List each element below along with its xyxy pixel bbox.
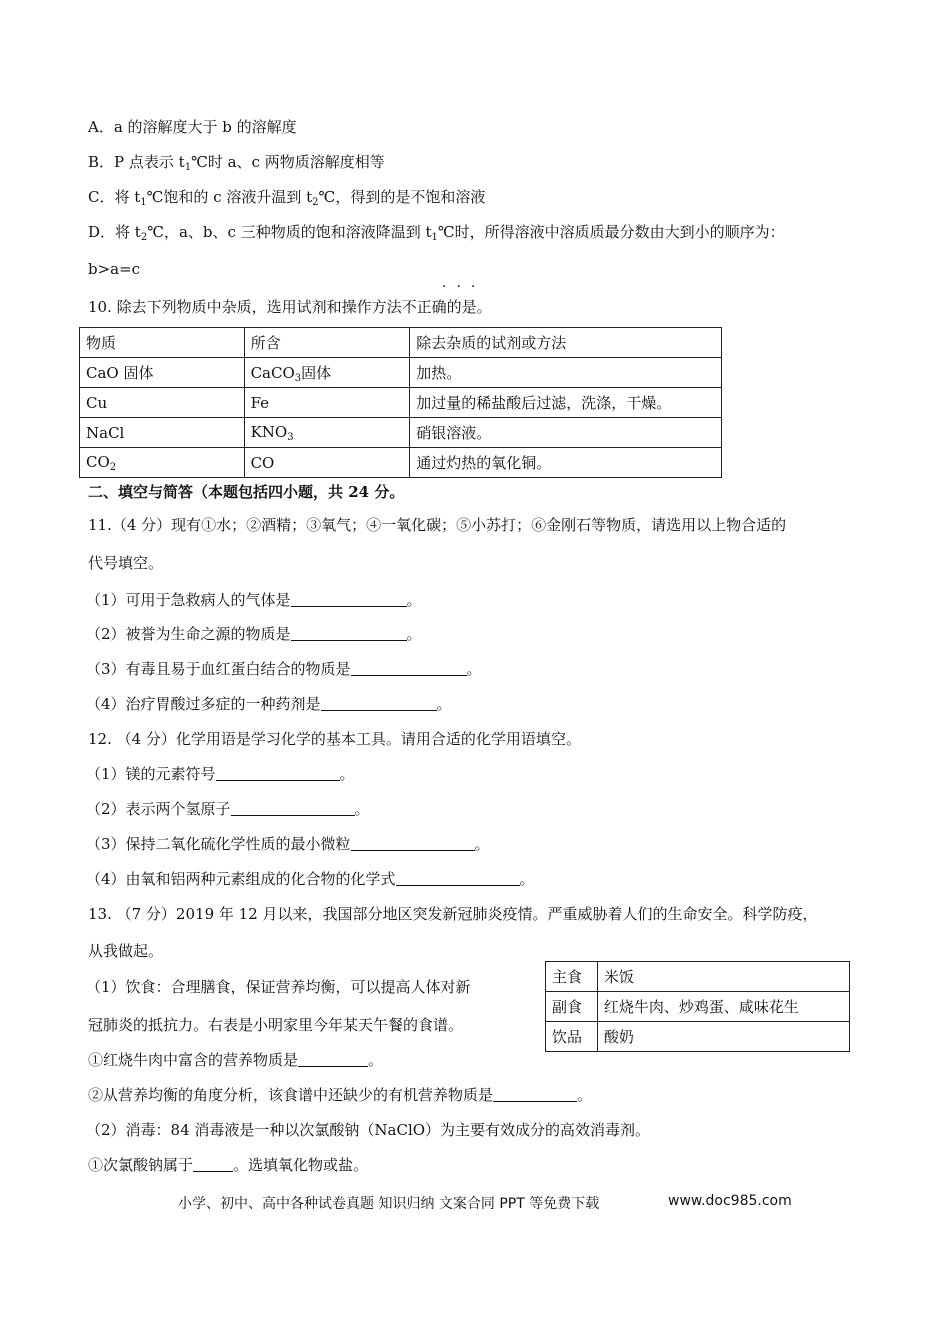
header-cell: 除去杂质的试剂或方法 [410, 328, 722, 358]
answer-blank[interactable] [231, 800, 355, 816]
answer-blank[interactable] [396, 870, 520, 886]
option-b: B．P 点表示 $t_1℃$时 a、c 两物质溶解度相等 [88, 153, 385, 173]
q12-item-1: （1）镁的元素符号 。 [86, 765, 355, 783]
table-row [80, 388, 722, 418]
q13-para-1: （1）饮食：合理膳食，保证营养均衡，可以提高人体对新 [86, 978, 471, 996]
impurity-cell: $KNO_3$ [244, 418, 410, 448]
option-d: D．将 $t_2℃$，a、b、c 三种物质的饱和溶液降温到 $t_1℃$时，所得溶液中溶质质最分数由大到小的顺序为： [88, 223, 785, 243]
answer-blank[interactable] [193, 1156, 233, 1172]
method-cell: 加热。 [410, 358, 722, 388]
q13-sub-1: ①红烧牛肉中富含的营养物质是 。 [88, 1051, 384, 1069]
q13-sub-3: ①次氯酸钠属于 。选填氧化物或盐。 [88, 1156, 369, 1174]
q13-stem-cont: 从我做起。 [88, 942, 164, 960]
menu-value: 酸奶 [597, 1022, 849, 1052]
footer-url[interactable]: www.doc985.com [668, 1193, 792, 1209]
answer-blank[interactable] [291, 625, 407, 641]
q11-item-3: （3）有毒且易于血红蛋白结合的物质是 。 [86, 660, 482, 678]
q13-stem: 13. （7 分）2019 年 12 月以来，我国部分地区突发新冠肺炎疫情。严重威胁着人们的生命安全。科学防疫， [88, 905, 818, 923]
impurity-table [79, 327, 722, 478]
footer-text: 小学、初中、高中各种试卷真题 知识归纳 文案合同 PPT 等免费下载 [178, 1196, 600, 1212]
q13-para-1-cont: 冠肺炎的抵抗力。右表是小明家里今年某天午餐的食谱。 [88, 1016, 464, 1034]
answer-blank[interactable] [351, 835, 475, 851]
answer-blank[interactable] [216, 765, 340, 781]
menu-table [545, 961, 850, 1052]
menu-value: 米饭 [597, 962, 849, 992]
q13-sub-2: ②从营养均衡的角度分析，该食谱中还缺少的有机营养物质是 。 [88, 1086, 593, 1104]
q11-item-2: （2）被誉为生命之源的物质是 。 [86, 625, 422, 643]
answer-blank[interactable] [493, 1086, 577, 1102]
q10-question: 10. 除去下列物质中杂质，选用试剂和操作方法不正确的是。 [88, 298, 492, 316]
substance-cell: CaO 固体 [80, 358, 245, 388]
q11-stem-cont: 代号填空。 [88, 554, 164, 572]
substance-cell: Cu [80, 388, 245, 418]
substance-cell: NaCl [80, 418, 245, 448]
method-cell: 通过灼热的氧化铜。 [410, 448, 722, 478]
emphasis-dots: ··· [442, 279, 486, 295]
header-cell: 所含 [244, 328, 410, 358]
q11-item-4: （4）治疗胃酸过多症的一种药剂是 。 [86, 695, 452, 713]
table-row [546, 962, 850, 992]
impurity-cell: Fe [244, 388, 410, 418]
menu-value: 红烧牛肉、炒鸡蛋、咸味花生 [597, 992, 849, 1022]
table-row [546, 992, 850, 1022]
q12-stem: 12. （4 分）化学用语是学习化学的基本工具。请用合适的化学用语填空。 [88, 730, 581, 748]
method-cell: 加过量的稀盐酸后过滤，洗涤，干燥。 [410, 388, 722, 418]
option-d-continued: b>a=c [88, 260, 141, 278]
q12-item-3: （3）保持二氧化硫化学性质的最小微粒 。 [86, 835, 490, 853]
section-title: 二、填空与简答（本题包括四小题，共 24 分。 [88, 483, 405, 501]
menu-label: 饮品 [546, 1022, 598, 1052]
method-cell: 硝银溶液。 [410, 418, 722, 448]
option-c: C．将 $t_1℃$饱和的 c 溶液升温到 $t_2℃$，得到的是不饱和溶液 [88, 188, 486, 208]
impurity-cell: CaCO$_3$固体 [244, 358, 410, 388]
header-cell: 物质 [80, 328, 245, 358]
menu-label: 副食 [546, 992, 598, 1022]
answer-blank[interactable] [351, 660, 467, 676]
answer-blank[interactable] [291, 591, 407, 607]
q11-stem: 11.（4 分）现有①水；②酒精；③氧气；④一氧化碳；⑤小苏打；⑥金刚石等物质，请选用以上物合适的 [88, 516, 787, 534]
menu-label: 主食 [546, 962, 598, 992]
table-row [80, 358, 722, 388]
table-header-row [80, 328, 722, 358]
q12-item-4: （4）由氧和铝两种元素组成的化合物的化学式 。 [86, 870, 535, 888]
impurity-cell: CO [244, 448, 410, 478]
table-row [80, 448, 722, 478]
answer-blank[interactable] [298, 1051, 368, 1067]
q13-para-2: （2）消毒：84 消毒液是一种以次氯酸钠（NaClO）为主要有效成分的高效消毒剂。 [86, 1121, 651, 1139]
option-a: A．a 的溶解度大于 b 的溶解度 [88, 118, 297, 136]
table-row [546, 1022, 850, 1052]
table-row [80, 418, 722, 448]
substance-cell: $CO_2$ [80, 448, 245, 478]
q11-item-1: （1）可用于急救病人的气体是 。 [86, 591, 422, 609]
answer-blank[interactable] [321, 695, 437, 711]
q12-item-2: （2）表示两个氢原子 。 [86, 800, 370, 818]
